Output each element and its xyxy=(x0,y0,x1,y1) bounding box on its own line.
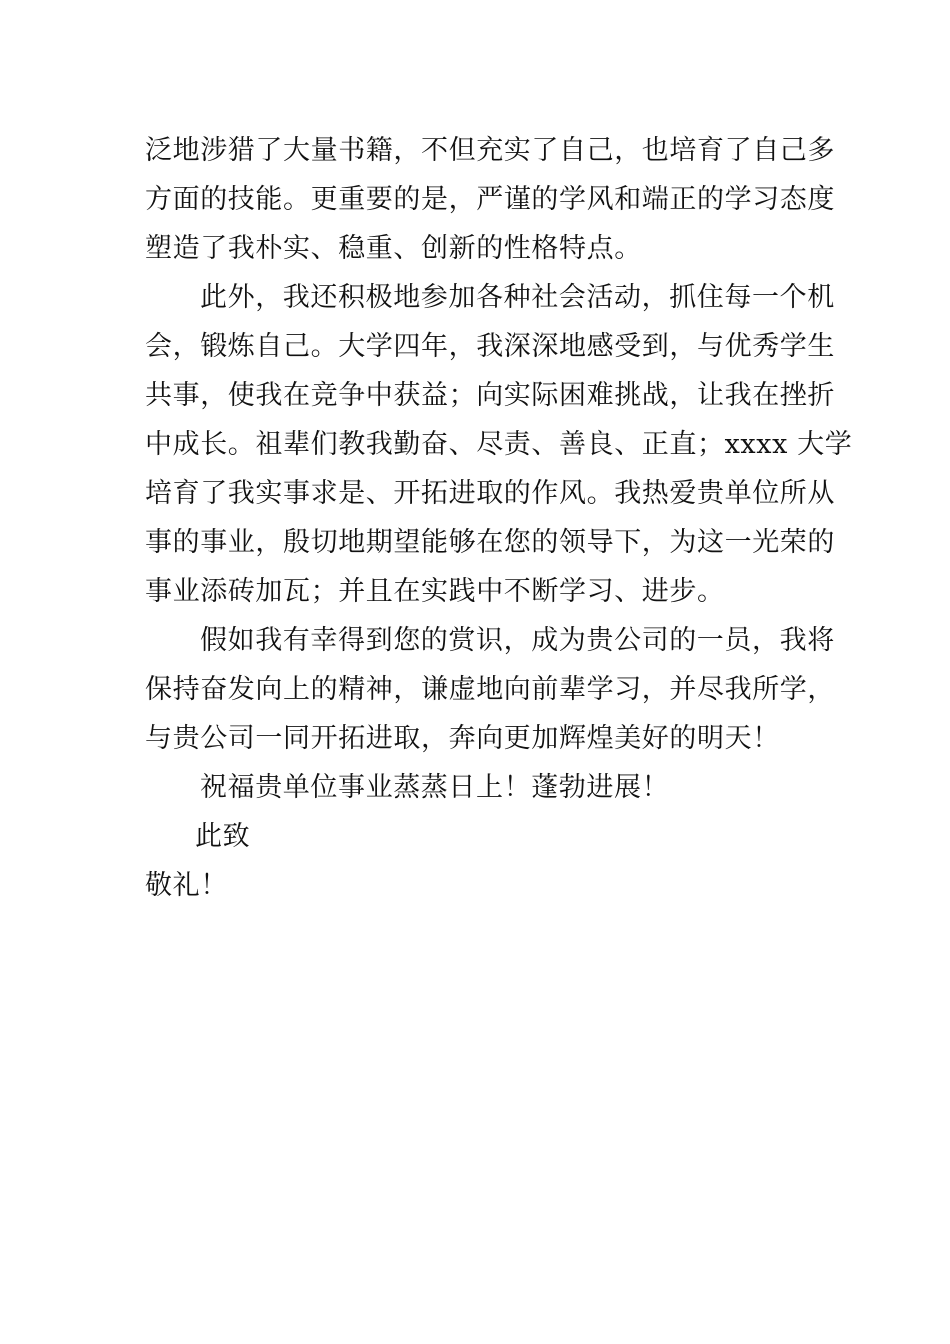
text-line: 与贵公司一同开拓进取，奔向更加辉煌美好的明天！ xyxy=(145,723,780,754)
text-line: 会，锻炼自己。大学四年，我深深地感受到，与优秀学生 xyxy=(145,331,835,362)
paragraph-start-line: 假如我有幸得到您的赏识，成为贵公司的一员，我将 xyxy=(200,625,835,656)
text-line: 泛地涉猎了大量书籍，不但充实了自己，也培育了自己多 xyxy=(145,135,835,166)
text-line: 事业添砖加瓦；并且在实践中不断学习、进步。 xyxy=(145,576,725,607)
closing-wish: 祝福贵单位事业蒸蒸日上！蓬勃进展！ xyxy=(200,772,670,803)
closing-regards: 敬礼！ xyxy=(145,870,228,901)
text-line: 共事，使我在竞争中获益；向实际困难挑战，让我在挫折 xyxy=(145,380,835,411)
letter-body xyxy=(145,126,853,910)
text-line: 中成长。祖辈们教我勤奋、尽责、善良、正直；xxxx 大学 xyxy=(145,429,853,460)
text-line: 塑造了我朴实、稳重、创新的性格特点。 xyxy=(145,233,642,264)
text-line: 保持奋发向上的精神，谦虚地向前辈学习，并尽我所学， xyxy=(145,674,835,705)
paragraph-start-line: 此外，我还积极地参加各种社会活动，抓住每一个机 xyxy=(200,282,835,313)
text-line: 培育了我实事求是、开拓进取的作风。我热爱贵单位所从 xyxy=(145,478,835,509)
text-line: 方面的技能。更重要的是，严谨的学风和端正的学习态度 xyxy=(145,184,835,215)
closing-salutation: 此致 xyxy=(195,821,251,852)
text-line: 事的事业，殷切地期望能够在您的领导下，为这一光荣的 xyxy=(145,527,835,558)
